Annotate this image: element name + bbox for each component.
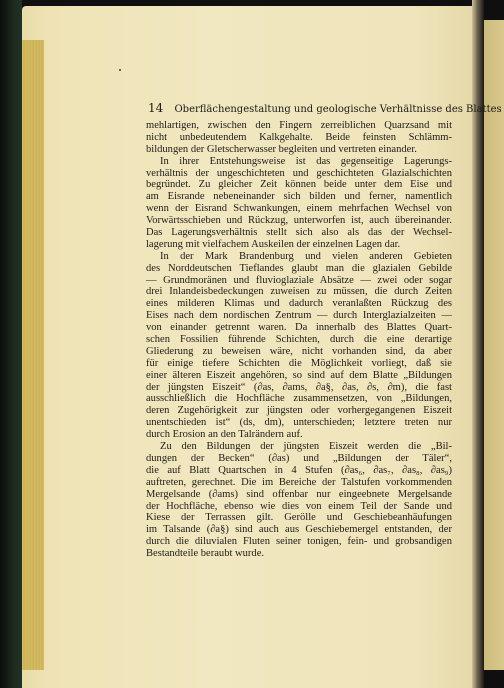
next-page-edge xyxy=(484,20,504,670)
text-line: In der Mark Brandenburg und vielen anderen Gebieten xyxy=(160,250,452,262)
text-line: ausschließlich die Hochfläche zusammensetzen, von „Bildungen, xyxy=(146,393,452,405)
text-line: nicht unbedeutendem Kalkgehalte. Beide feinsten Schlämm- xyxy=(146,131,452,143)
text-line: durch die diluvialen Fluten seiner tonigen, fein- und grobsandigen xyxy=(146,536,452,548)
text-line: Gliederung zu beweisen wäre, nicht vorhanden sind, da aber xyxy=(146,345,452,357)
text-line: auftreten, gerechnet. Die im Bereiche der Talstufen vorkommenden xyxy=(146,476,452,488)
text-line: der jüngsten Eiszeit“ (∂as, ∂ams, ∂a§, ∂as, ∂s, ∂m), die fast xyxy=(146,381,452,393)
text-line: für einige tiefere Schichten die Möglichkeit vorliegt, daß sie xyxy=(146,357,452,369)
text-line: von einander getrennt waren. Da innerhalb des Blattes Quart- xyxy=(146,322,452,334)
text-line: lagerung mit vielfachem Auskeilen der einzelnen Lagen dar. xyxy=(146,238,401,250)
text-line: Zu den Bildungen der jüngsten Eiszeit werden die „Bil- xyxy=(160,441,452,453)
text-line: eines milderen Klimas und dadurch veranlaßten Rückzug des xyxy=(146,298,452,310)
page-number: 14 xyxy=(148,101,164,115)
running-title: Oberflächengestaltung und geologische Verhältnisse des Blattes xyxy=(174,104,502,115)
text-line: begründet. Zu gleicher Zeit können beide unter dem Eise und xyxy=(146,179,452,191)
text-line: — Grundmoränen und fluvioglaziale Absätze — zwei oder sogar xyxy=(146,274,452,286)
text-line: wenn der Eisrand Schwankungen, einem mehrfachen Wechsel von xyxy=(146,203,452,215)
text-line: mehlartigen, zwischen den Fingern zerreiblichen Quarzsand mit xyxy=(146,120,452,131)
text-line: In ihrer Entstehungsweise ist das gegenseitige Lagerungs- xyxy=(160,155,452,167)
text-line: dungen der Becken“ (∂as) und „Bildungen der Täler“, xyxy=(146,452,452,464)
text-line: Mergelsande (∂ams) sind offenbar nur eingeebnete Mergelsande xyxy=(146,488,452,500)
body-text xyxy=(146,120,452,560)
running-header xyxy=(148,101,502,115)
text-line: die auf Blatt Quartschen in 4 Stufen (∂as₆, ∂as₇, ∂as₈, ∂as₉) xyxy=(146,464,452,476)
text-line: Bestandteile beraubt wurde. xyxy=(146,548,265,560)
text-line: unentschieden ist“ (ds, dm), unterschieden; letztere treten nur xyxy=(146,417,452,429)
text-line: der Hochfläche, ebenso wie dies von einem Teil der Sande und xyxy=(146,500,452,512)
page-stack-edges xyxy=(22,40,44,670)
text-line: durch Erosion an den Talrändern auf. xyxy=(146,429,303,441)
text-line: Eises nach dem nordischen Zentrum — durch Interglazialzeiten — xyxy=(146,310,452,322)
previous-page-edge xyxy=(0,0,22,688)
text-line: einer älteren Eiszeit angehören, so sind auf dem Blatte „Bildungen xyxy=(146,369,452,381)
text-line: drei Inlandeisbedeckungen zuweisen zu müssen, die durch Zeiten xyxy=(146,286,452,298)
text-line: bildungen der Gletscherwasser begleiten und vertreten einander. xyxy=(146,143,417,155)
text-line: des Norddeutschen Tieflandes glaubt man die glazialen Gebilde xyxy=(146,262,452,274)
text-line: deren Zugehörigkeit zur jüngsten oder vorhergegangenen Eiszeit xyxy=(146,405,452,417)
text-line: Kiese der Terrassen gilt. Gerölle und Geschiebeanhäufungen xyxy=(146,512,452,524)
text-line: schen Fossilien führende Schichten, durch die eine derartige xyxy=(146,334,452,346)
text-line: verhältnis der ungeschichteten und geschichteten Glazialschichten xyxy=(146,167,452,179)
text-line: am Eisrande nebeneinander sich bilden und ferner, namentlich xyxy=(146,191,452,203)
speck-mark xyxy=(119,69,121,71)
text-line: Vorwärtsschieben und Rückzug, unterworfen ist, auch übereinander. xyxy=(146,215,452,227)
text-line: im Talsande (∂a§) sind auch aus Geschiebemergel entstanden, der xyxy=(146,524,452,536)
text-line: Das Lagerungsverhältnis stellt sich also als das der Wechsel- xyxy=(146,227,452,239)
